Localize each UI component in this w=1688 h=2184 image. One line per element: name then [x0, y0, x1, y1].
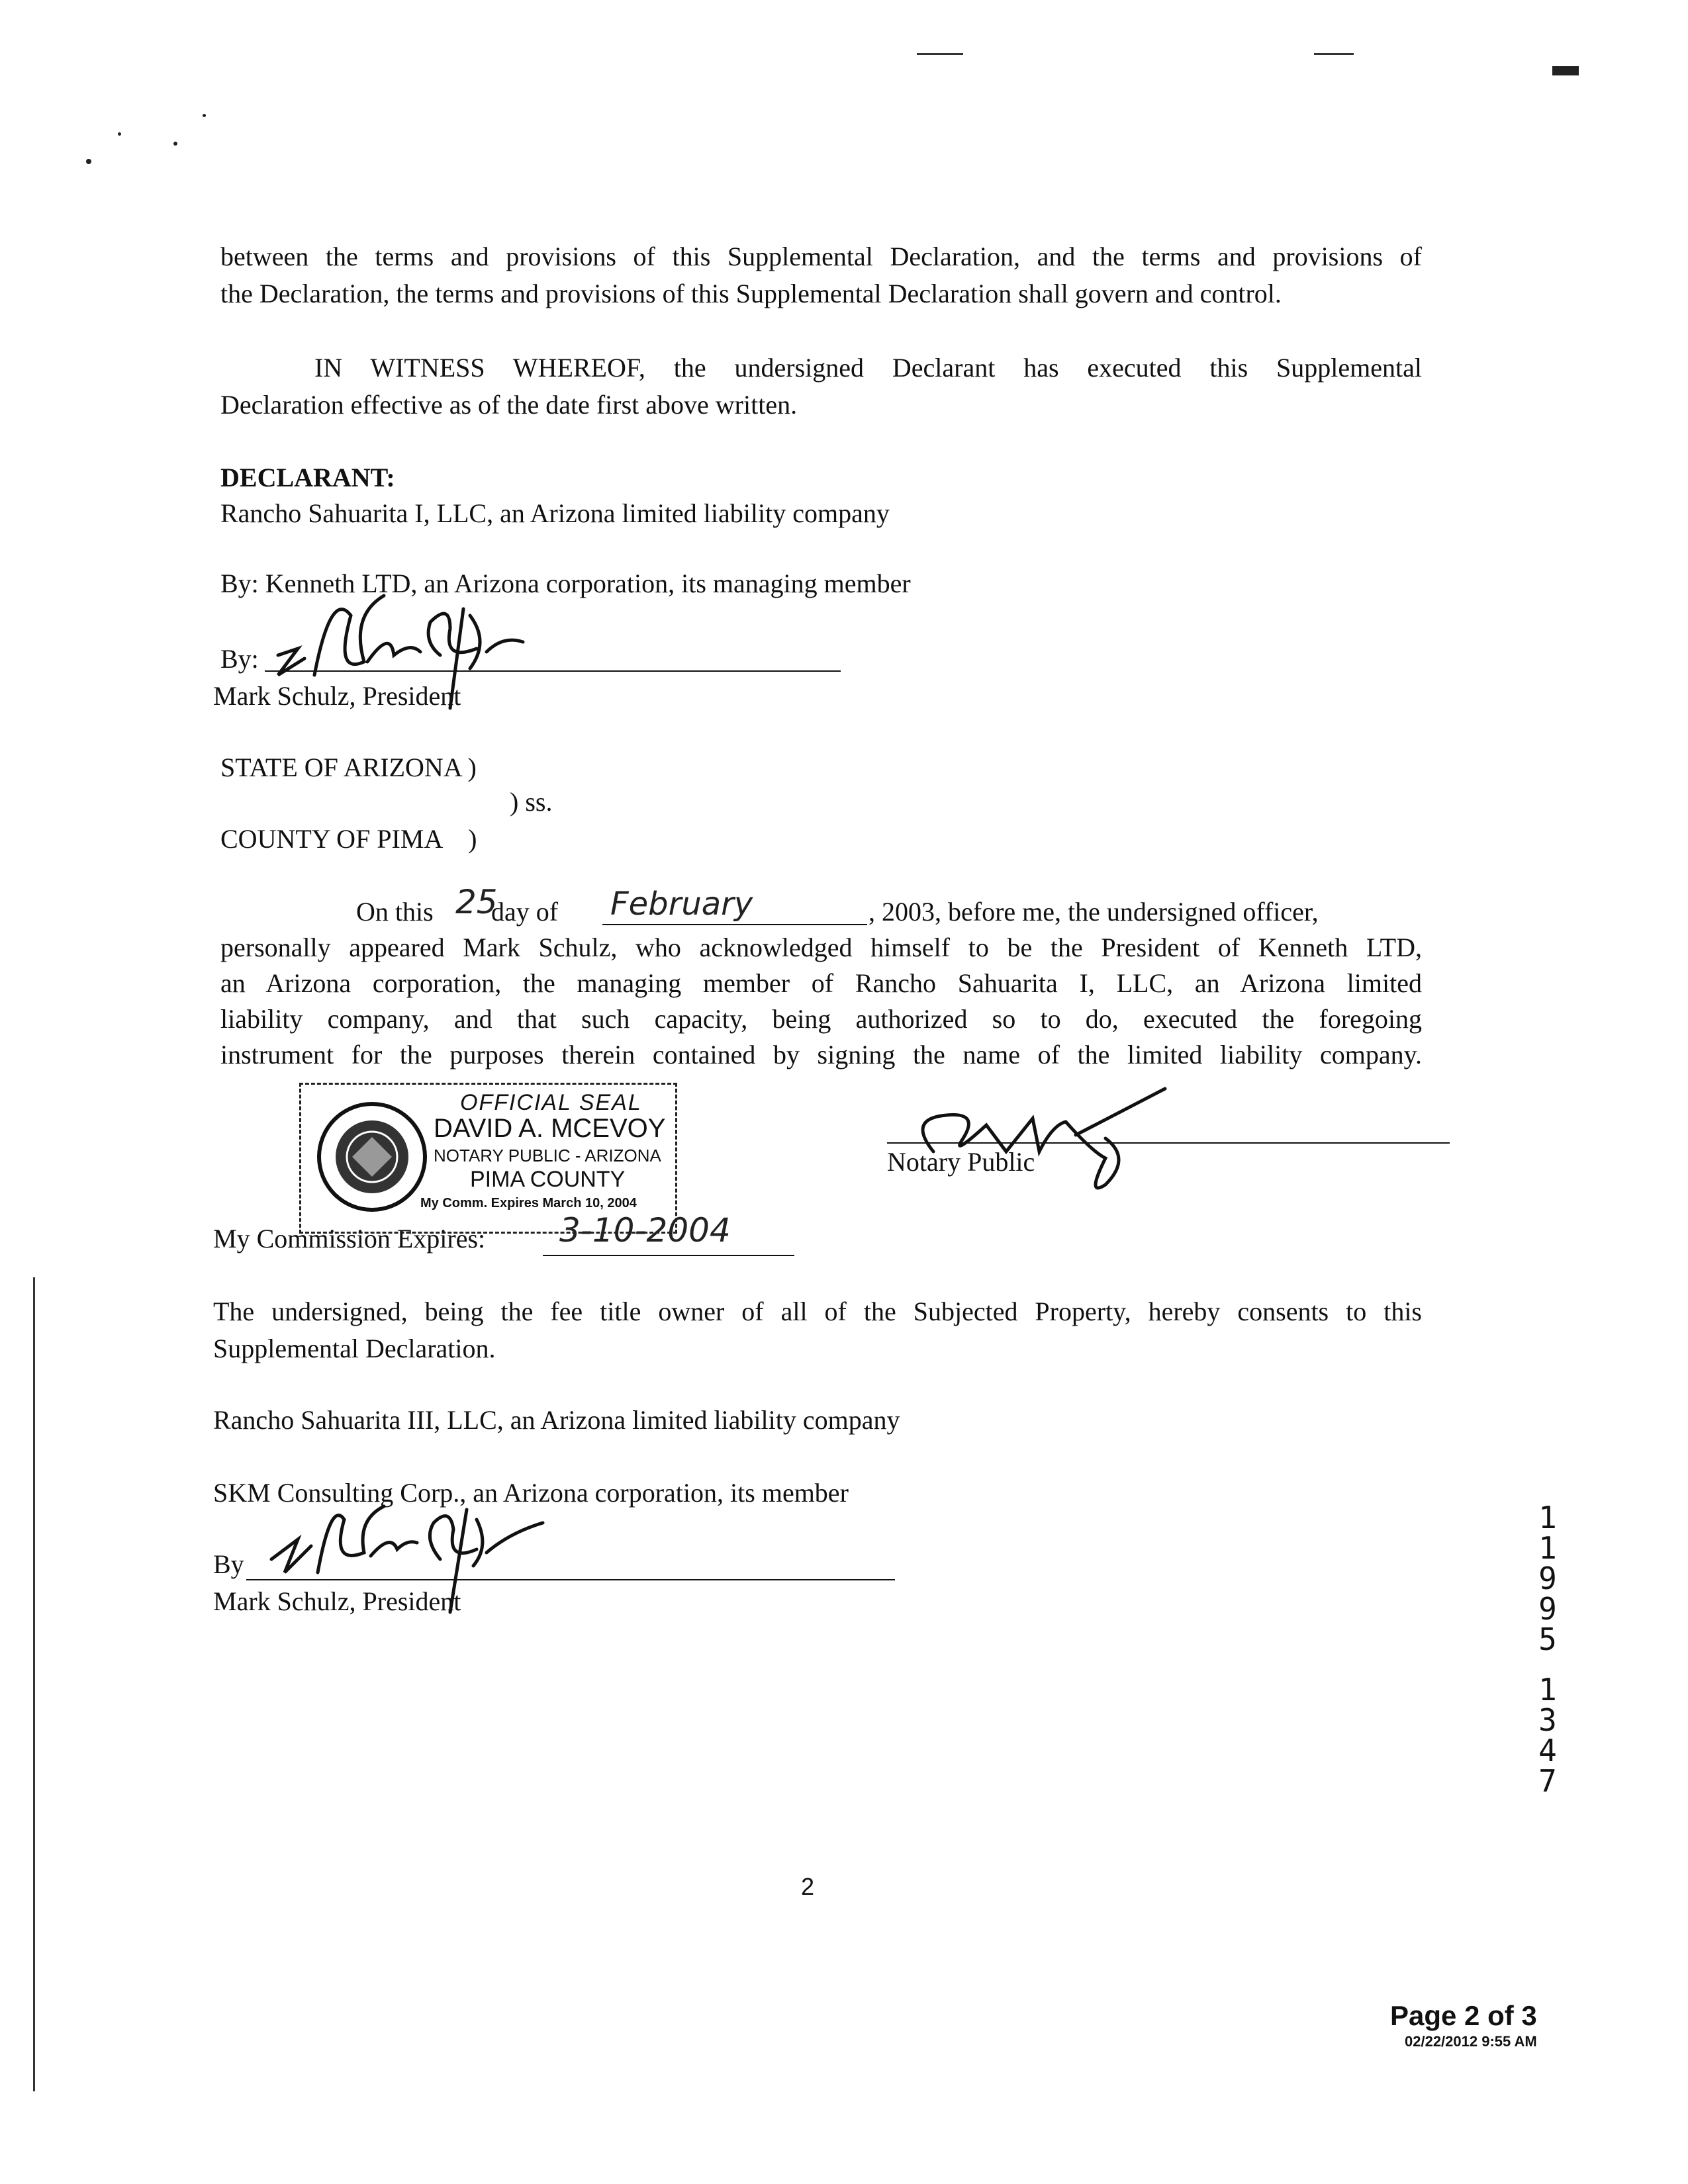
recording-digit: 7	[1538, 1763, 1557, 1799]
consent-line-1: The undersigned, being the fee title owner of all of the Subjected Property, hereby consents to this	[213, 1297, 1422, 1326]
recording-digit: 9	[1538, 1591, 1557, 1627]
scan-mark	[1314, 53, 1354, 55]
declarant-company: Rancho Sahuarita I, LLC, an Arizona limited liability company	[220, 498, 890, 528]
ack-line-2: personally appeared Mark Schulz, who acknowledged himself to be the President of Kenneth LTD,	[220, 933, 1422, 962]
commission-label: My Commission Expires:	[213, 1224, 486, 1253]
consent-line-2: Supplemental Declaration.	[213, 1334, 496, 1363]
witness-line-2: Declaration effective as of the date first above written.	[220, 390, 798, 420]
declarant-signer: Mark Schulz, President	[213, 681, 461, 711]
commission-date: 3-10-2004	[559, 1211, 731, 1250]
scan-speck	[203, 114, 206, 117]
scan-speck	[86, 159, 91, 164]
notary-signature	[907, 1085, 1172, 1198]
venue-county: COUNTY OF PIMA )	[220, 824, 477, 854]
scan-speck	[173, 142, 177, 146]
venue-ss: ) ss.	[510, 787, 553, 817]
seal-notary-name: DAVID A. MCEVOY	[434, 1114, 666, 1143]
ack-year-clause: , 2003, before me, the undersigned officer,	[868, 897, 1319, 927]
consent-signer: Mark Schulz, President	[213, 1586, 461, 1616]
recording-digit: 4	[1538, 1733, 1557, 1768]
recording-digit: 1	[1538, 1530, 1557, 1566]
seal-title: OFFICIAL SEAL	[460, 1090, 642, 1115]
seal-commission: My Comm. Expires March 10, 2004	[420, 1196, 637, 1210]
ack-day: 25	[455, 883, 498, 921]
consent-member: SKM Consulting Corp., an Arizona corporation, its member	[213, 1478, 849, 1508]
recording-digit: 3	[1538, 1702, 1557, 1738]
scan-speck	[118, 132, 121, 136]
recording-digit: 9	[1538, 1561, 1557, 1596]
footer-page-of: Page 2 of 3	[1390, 2000, 1537, 2031]
ack-line-3: an Arizona corporation, the managing member of Rancho Sahuarita I, LLC, an Arizona limited	[220, 968, 1422, 998]
continuation-line-1: between the terms and provisions of this Supplemental Declaration, and the terms and provisions of	[220, 242, 1422, 271]
recording-digit: 1	[1538, 1500, 1557, 1535]
scan-left-edge	[33, 1277, 35, 2091]
scan-mark	[917, 53, 963, 55]
continuation-line-2: the Declaration, the terms and provisions of this Supplemental Declaration shall govern and control.	[220, 279, 1282, 308]
ack-line-4: liability company, and that such capacity, being authorized so to do, executed the foregoing	[220, 1004, 1422, 1034]
declarant-heading: DECLARANT:	[220, 463, 395, 492]
consent-company: Rancho Sahuarita III, LLC, an Arizona limited liability company	[213, 1405, 900, 1435]
declarant-sign-prefix: By:	[220, 644, 259, 674]
seal-county: PIMA COUNTY	[470, 1167, 626, 1192]
recording-digit: 5	[1538, 1621, 1557, 1657]
arizona-seal-emblem	[316, 1101, 428, 1213]
footer-timestamp: 02/22/2012 9:55 AM	[1405, 2033, 1537, 2050]
ack-on-this: On this	[356, 897, 434, 927]
recording-digit: 1	[1538, 1672, 1557, 1707]
recording-number	[1534, 1500, 1561, 1799]
ack-line-5: instrument for the purposes therein contained by signing the name of the limited liability company.	[220, 1040, 1422, 1069]
scan-mark	[1552, 66, 1579, 75]
ack-day-of: day of	[491, 897, 559, 927]
witness-line-1: IN WITNESS WHEREOF, the undersigned Declarant has executed this Supplemental	[314, 353, 1422, 383]
ack-month: February	[610, 886, 753, 923]
notary-public-label: Notary Public	[887, 1147, 1035, 1177]
commission-line	[543, 1255, 794, 1256]
declarant-by-line: By: Kenneth LTD, an Arizona corporation, its managing member	[220, 569, 911, 598]
consent-sign-prefix: By	[213, 1549, 244, 1579]
page-number: 2	[801, 1873, 815, 1900]
seal-notary-state: NOTARY PUBLIC - ARIZONA	[434, 1146, 661, 1165]
venue-state: STATE OF ARIZONA )	[220, 752, 477, 782]
ack-month-line	[602, 924, 867, 925]
